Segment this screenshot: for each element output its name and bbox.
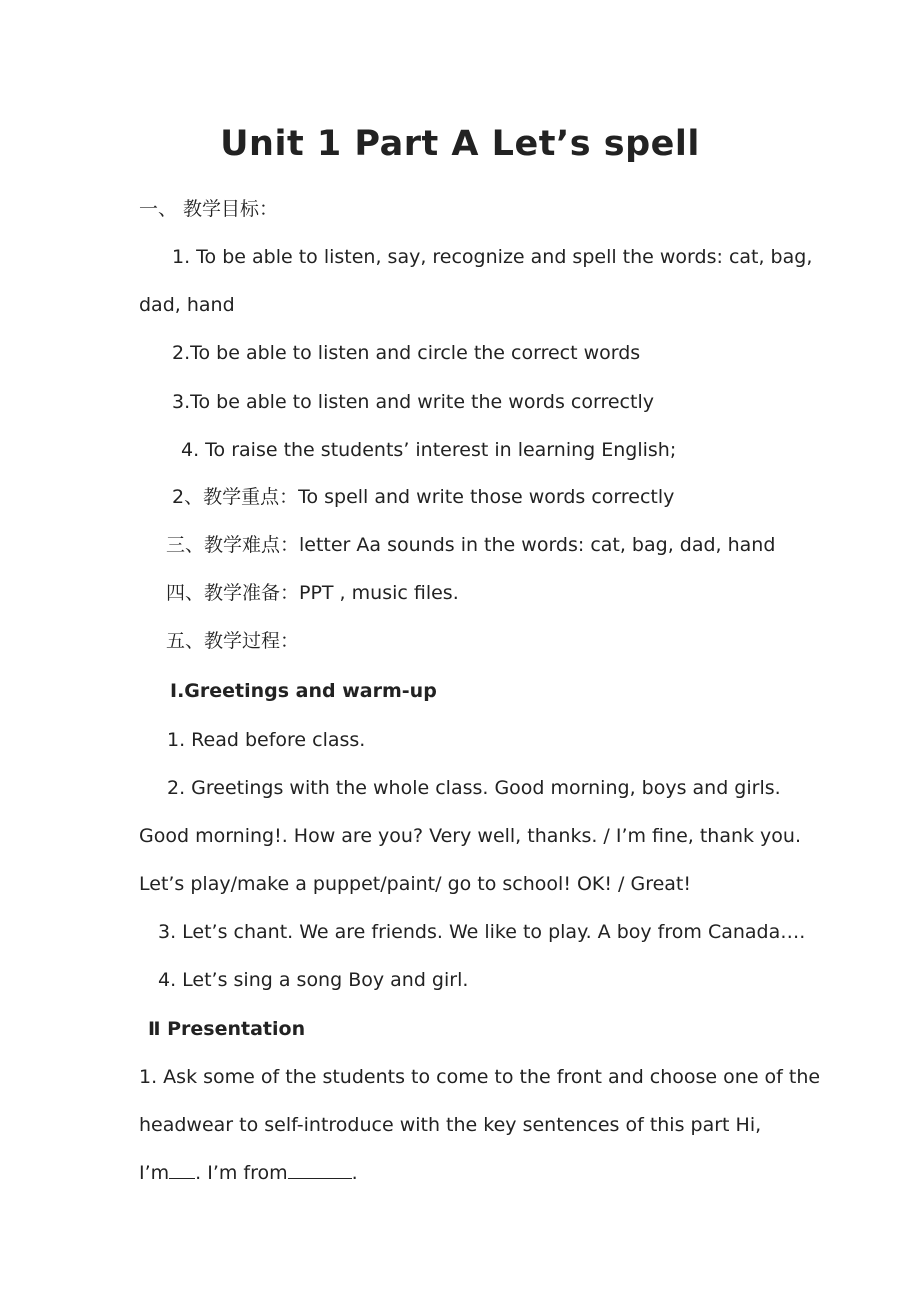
key-points: 2、教学重点：To spell and write those words correctly xyxy=(172,486,675,508)
section-1-line-1: 1. Read before class. xyxy=(167,729,366,751)
preparation: 四、教学准备：PPT , music files. xyxy=(166,582,459,604)
section-1-line-5: 3. Let’s chant. We are friends. We like to play. A boy from Canada…. xyxy=(158,921,806,943)
document-title: Unit 1 Part A Let’s spell xyxy=(220,124,700,164)
objectives-heading: 一、 教学目标： xyxy=(139,198,279,220)
section-1-line-2: 2. Greetings with the whole class. Good morning, boys and girls. xyxy=(167,777,781,799)
section-2-line-1: 1. Ask some of the students to come to the front and choose one of the xyxy=(139,1066,821,1088)
fill-in-blank-country xyxy=(288,1160,352,1179)
objective-item-1: 1. To be able to listen, say, recognize and spell the words: cat, bag, xyxy=(172,246,813,268)
fill-in-text-part-3: . xyxy=(351,1162,358,1184)
section-2-heading: Ⅱ Presentation xyxy=(148,1018,306,1040)
fill-in-text-part-2: . I’m from xyxy=(195,1162,288,1184)
objective-item-3: 3.To be able to listen and write the words correctly xyxy=(172,391,654,413)
difficult-points: 三、教学难点：letter Aa sounds in the words: cat, bag, dad, hand xyxy=(166,534,776,556)
section-2-line-2: headwear to self-introduce with the key sentences of this part Hi, xyxy=(139,1114,762,1136)
section-1-line-3: Good morning!. How are you? Very well, thanks. / I’m fine, thank you. xyxy=(139,825,802,847)
objective-item-1-continued: dad, hand xyxy=(139,294,235,316)
section-1-line-4: Let’s play/make a puppet/paint/ go to school! OK! / Great! xyxy=(139,873,692,895)
fill-in-blank-name xyxy=(169,1160,195,1179)
section-2-line-3 xyxy=(139,1160,358,1186)
objective-item-4: 4. To raise the students’ interest in learning English; xyxy=(181,439,677,461)
fill-in-text-part-1: I’m xyxy=(139,1162,170,1184)
objective-item-2: 2.To be able to listen and circle the correct words xyxy=(172,342,641,364)
section-1-heading: Ⅰ.Greetings and warm-up xyxy=(170,680,437,702)
section-1-line-6: 4. Let’s sing a song Boy and girl. xyxy=(158,969,469,991)
process-heading: 五、教学过程： xyxy=(166,630,300,652)
